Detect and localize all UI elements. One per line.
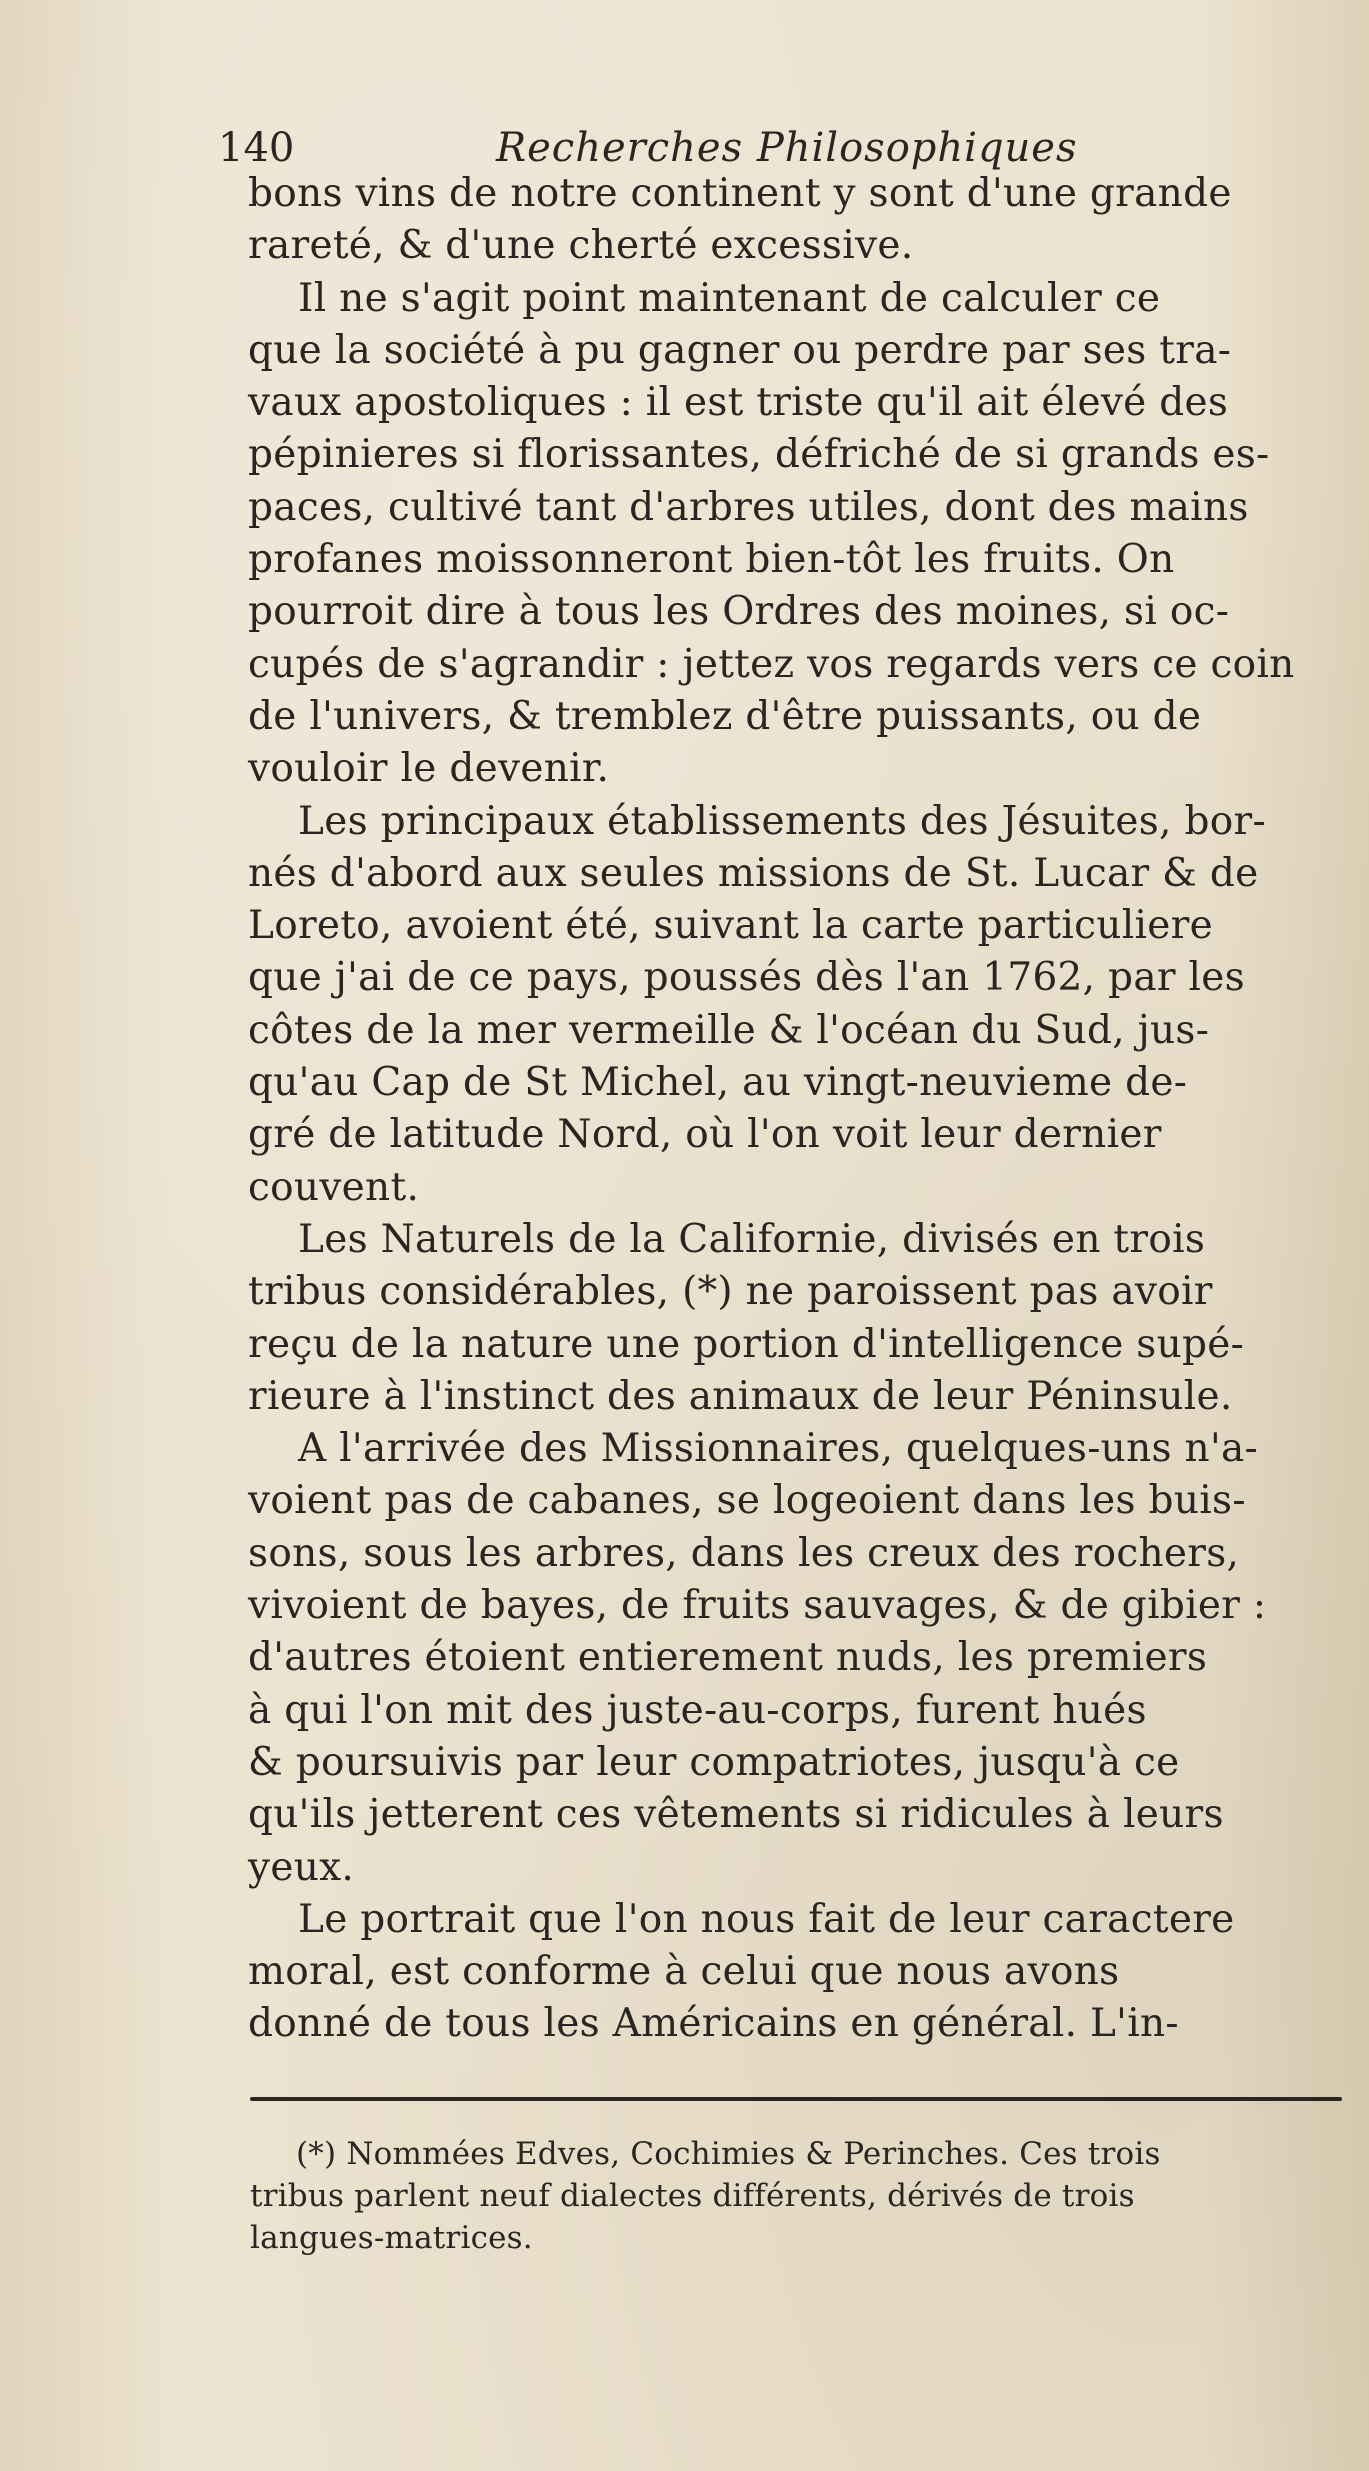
text-line: moral, est conforme à celui que nous avons <box>248 1949 1120 1995</box>
text-line: voient pas de cabanes, se logeoient dans les buis- <box>248 1478 1246 1524</box>
running-title: Recherches Philosophiques <box>496 125 1078 171</box>
text-line: Les principaux établissements des Jésuites, bor- <box>298 798 1266 844</box>
text-line: & poursuivis par leur compatriotes, jusqu'à ce <box>248 1739 1180 1785</box>
text-line: pourroit dire à tous les Ordres des moines, si oc- <box>248 589 1230 635</box>
text-line: à qui l'on mit des juste-au-corps, furent hués <box>248 1687 1147 1733</box>
text-line: reçu de la nature une portion d'intelligence supé- <box>248 1321 1245 1367</box>
body-text <box>248 168 1348 2051</box>
text-line: couvent. <box>248 1164 420 1210</box>
text-line: nés d'abord aux seules missions de St. Lucar & de <box>248 850 1259 896</box>
footnote-line: (*) Nommées Edves, Cochimies & Perinches. Ces trois <box>296 2136 1161 2172</box>
footnote-line: langues-matrices. <box>250 2220 533 2256</box>
text-line: profanes moissonneront bien-tôt les fruits. On <box>248 537 1175 583</box>
text-line: Loreto, avoient été, suivant la carte particuliere <box>248 903 1213 949</box>
text-line: Le portrait que l'on nous fait de leur caractere <box>298 1896 1235 1942</box>
text-line: côtes de la mer vermeille & l'océan du Sud, jus- <box>248 1007 1210 1053</box>
text-line: de l'univers, & tremblez d'être puissants, ou de <box>248 693 1202 739</box>
text-line: Il ne s'agit point maintenant de calculer ce <box>298 275 1161 321</box>
text-line: vivoient de bayes, de fruits sauvages, & de gibier : <box>248 1583 1267 1629</box>
text-line: sons, sous les arbres, dans les creux des rochers, <box>248 1530 1240 1576</box>
text-line: qu'ils jetterent ces vêtements si ridicules à leurs <box>248 1792 1224 1838</box>
text-line: yeux. <box>248 1844 355 1890</box>
text-line: pépinieres si florissantes, défriché de si grands es- <box>248 432 1270 478</box>
text-line: rieure à l'instinct des animaux de leur Péninsule. <box>248 1373 1233 1419</box>
text-line: gré de latitude Nord, où l'on voit leur dernier <box>248 1112 1162 1158</box>
footnote-divider <box>250 2097 1342 2101</box>
text-line: qu'au Cap de St Michel, au vingt-neuvieme de- <box>248 1060 1188 1106</box>
text-line: que la société à pu gagner ou perdre par ses tra- <box>248 327 1232 373</box>
text-line: d'autres étoient entierement nuds, les premiers <box>248 1635 1208 1681</box>
text-line: vouloir le devenir. <box>248 746 610 792</box>
footnote <box>250 2133 1350 2259</box>
text-line: A l'arrivée des Missionnaires, quelques-uns n'a- <box>298 1426 1258 1472</box>
text-line: bons vins de notre continent y sont d'une grande <box>248 171 1232 216</box>
text-line: que j'ai de ce pays, poussés dès l'an 1762, par les <box>248 955 1245 1001</box>
text-line: rareté, & d'une cherté excessive. <box>248 223 914 269</box>
text-line: paces, cultivé tant d'arbres utiles, dont des mains <box>248 484 1249 530</box>
text-line: tribus considérables, (*) ne paroissent pas avoir <box>248 1269 1213 1315</box>
text-line: Les Naturels de la Californie, divisés en trois <box>298 1216 1206 1262</box>
text-line: cupés de s'agrandir : jettez vos regards vers ce coin <box>248 641 1295 687</box>
text-line: donné de tous les Américains en général. L'in- <box>248 2001 1179 2047</box>
footnote-line: tribus parlent neuf dialectes différents, dérivés de trois <box>250 2178 1135 2214</box>
page-number: 140 <box>218 125 295 171</box>
text-line: vaux apostoliques : il est triste qu'il ait élevé des <box>248 380 1229 426</box>
